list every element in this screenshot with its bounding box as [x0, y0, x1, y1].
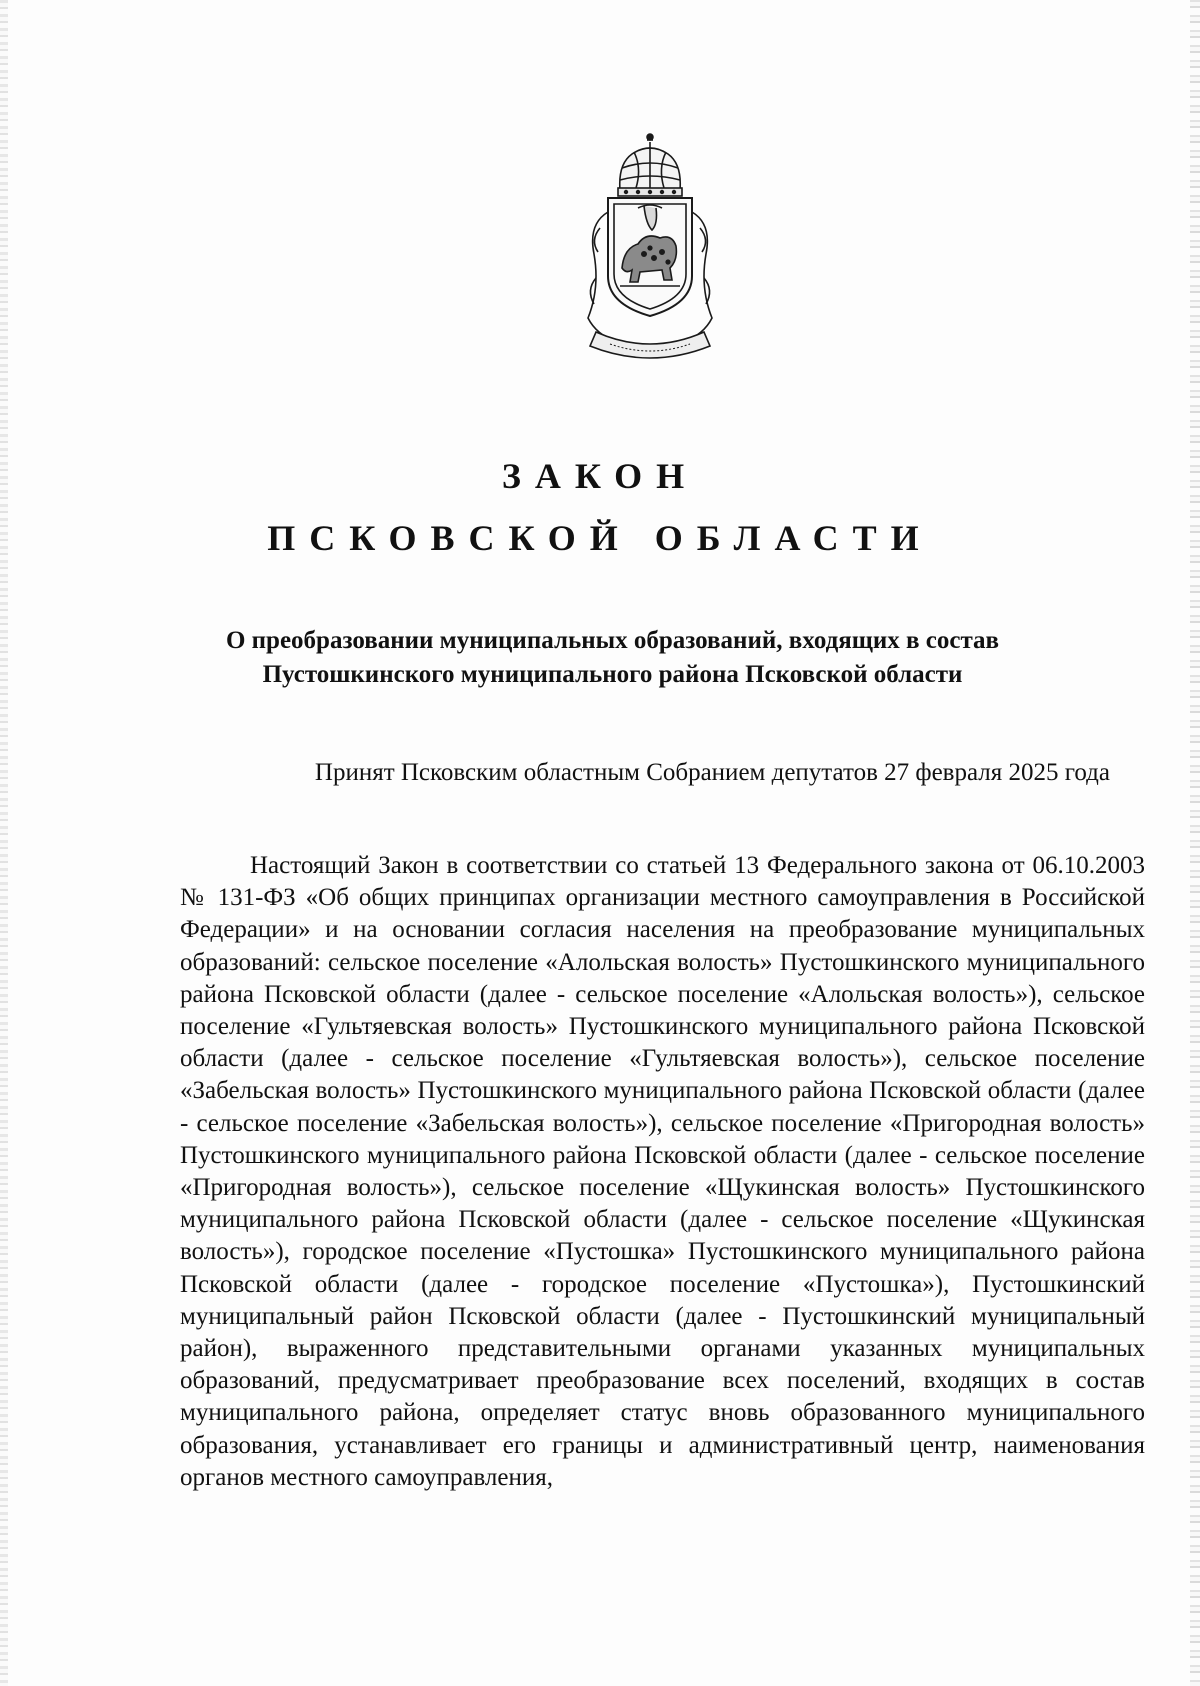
adoption-line: Принят Псковским областным Собранием депутатов 27 февраля 2025 года	[314, 759, 1110, 786]
document-issuer: ПСКОВСКОЙ ОБЛАСТИ	[267, 518, 933, 558]
pskov-oblast-coat-of-arms-icon	[560, 128, 740, 368]
scan-edge-right	[1190, 0, 1200, 1686]
preamble-paragraph: Настоящий Закон в соответствии со статьей 13 Федерального закона от 06.10.2003 № 131-ФЗ «Об общих принципах организации местного самоуправления в Российской Федерации» и на основании согласия населения на преобразование муниципальных образований: сельское поселение «Алольская волость» Пустошкинского муниципального района Псковской области (далее - сельское поселение «Алольская волость»), сельское поселение «Гультяевская волость» Пустошкинского муниципального района Псковской области (далее - сельское поселение «Гультяевская волость»), сельское поселение «Забельская волость» Пустошкинского муниципального района Псковской области (далее - сельское поселение «Забельская волость»), сельское поселение «Пригородная волость» Пустошкинского муниципального района Псковской области (далее - сельское поселение «Пригородная волость»), сельское поселение «Щукинская волость» Пустошкинского муниципального района Псковской области (далее - сельское поселение «Щукинская волость»), городское поселение «Пустошка» Пустошкинского муниципального района Псковской области (далее - городское поселение «Пустошка»), Пустошкинский муниципальный район Псковской области (далее - Пустошкинский муниципальный район), выраженного представительными органами указанных муниципальных образований, предусматривает преобразование всех поселений, входящих в состав муниципального района, определяет статус вновь образованного муниципального образования, устанавливает его границы и административный центр, наименования органов местного самоуправления,	[180, 852, 1145, 1491]
law-subject-heading: О преобразовании муниципальных образований, входящих в состав Пустошкинского муниципального района Псковской области	[225, 627, 1000, 688]
scan-edge-left	[0, 0, 8, 1686]
document-title: ЗАКОН	[501, 456, 699, 496]
